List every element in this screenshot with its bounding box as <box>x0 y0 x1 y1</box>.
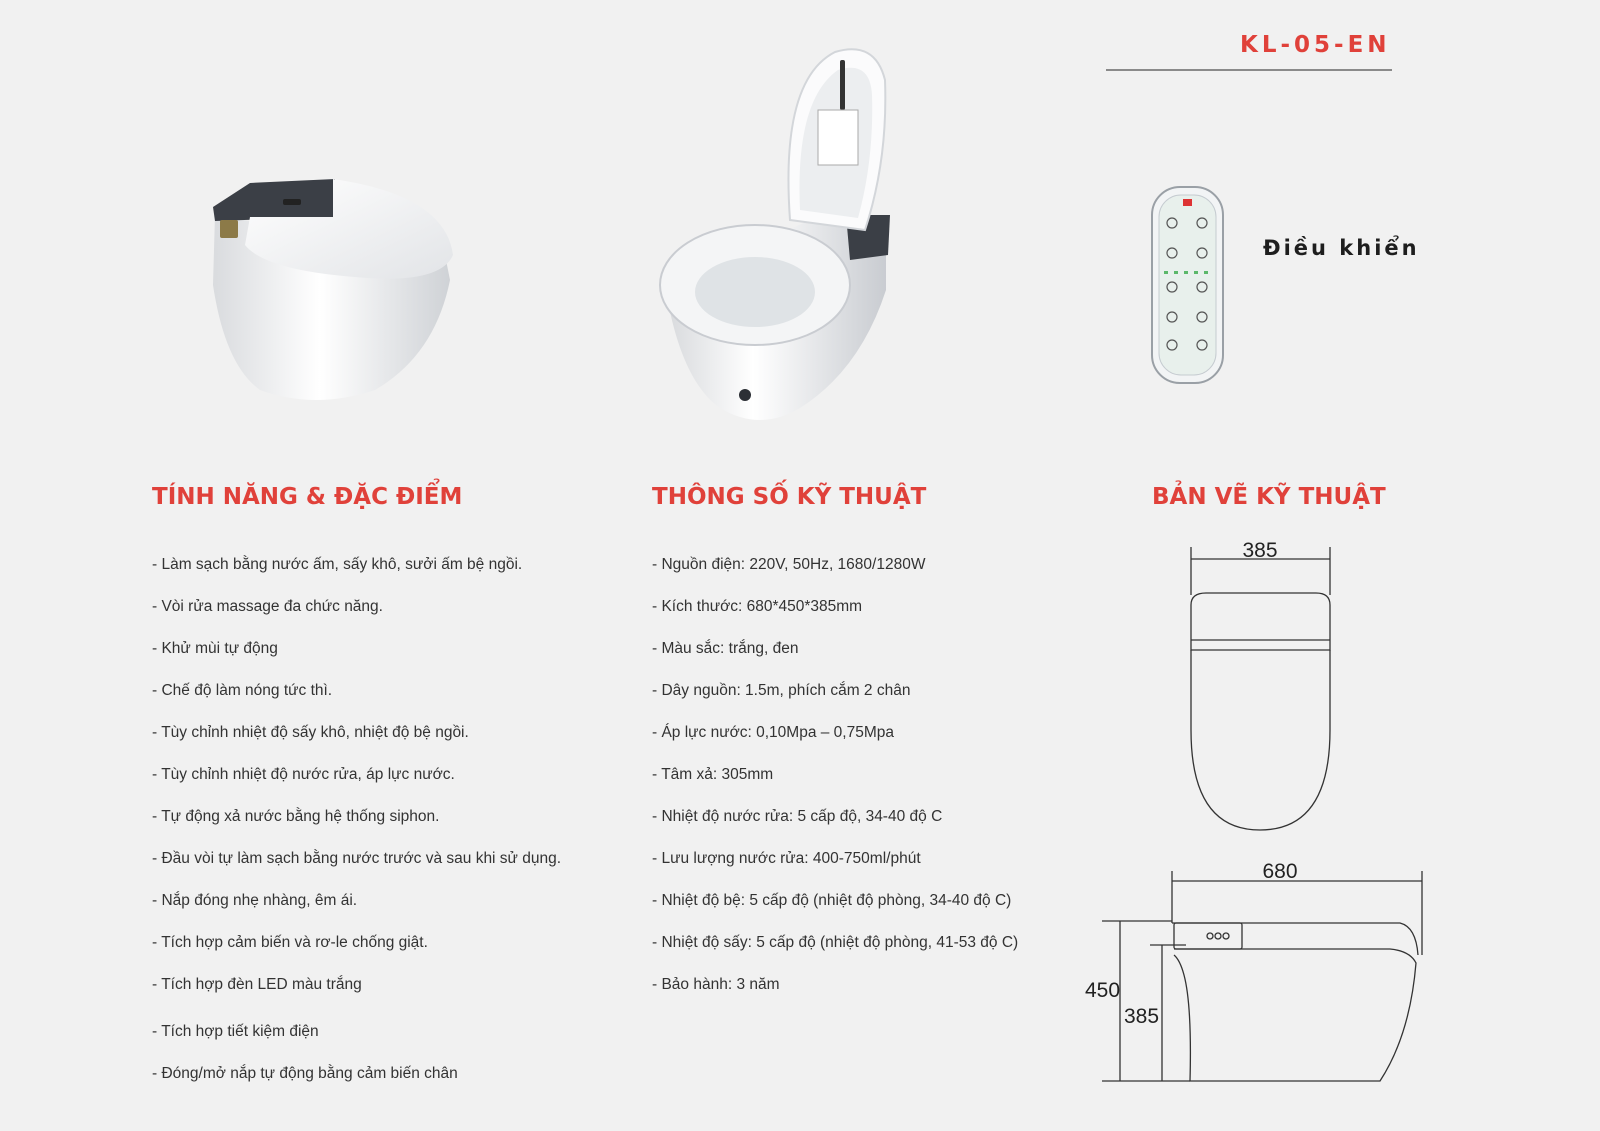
technical-drawing <box>1085 535 1430 1095</box>
feature-item: - Vòi rửa massage đa chức năng. <box>152 598 383 615</box>
spec-item: - Kích thước: 680*450*385mm <box>652 598 863 615</box>
side-length-label: 680 <box>1262 860 1298 883</box>
toilet-open-image <box>660 40 920 430</box>
side-bowl-height-label: 385 <box>1124 1005 1160 1028</box>
spec-item: - Tâm xả: 305mm <box>652 766 774 783</box>
spec-item: - Nguồn điện: 220V, 50Hz, 1680/1280W <box>652 556 926 573</box>
feature-item: - Đóng/mở nắp tự động bằng cảm biến chân <box>152 1065 458 1082</box>
spec-item: - Màu sắc: trắng, đen <box>652 640 799 657</box>
feature-item: - Tự động xả nước bằng hệ thống siphon. <box>152 808 440 825</box>
toilet-closed-image <box>205 175 465 415</box>
feature-item: - Tích hợp tiết kiệm điện <box>152 1023 319 1040</box>
side-view <box>1102 871 1422 1081</box>
feature-item: - Chế độ làm nóng tức thì. <box>152 682 333 699</box>
drawing-title: BẢN VẼ KỸ THUẬT <box>1152 484 1386 510</box>
feature-item: - Khử mùi tự động <box>152 640 278 657</box>
feature-item: - Tích hợp cảm biến và rơ-le chống giật. <box>152 934 428 951</box>
remote-control-image <box>1150 185 1225 385</box>
specs-title: THÔNG SỐ KỸ THUẬT <box>652 484 927 510</box>
top-width-label: 385 <box>1242 539 1278 562</box>
spec-item: - Lưu lượng nước rửa: 400-750ml/phút <box>652 850 921 867</box>
spec-item: - Nhiệt độ nước rửa: 5 cấp độ, 34-40 độ C <box>652 808 943 825</box>
feature-item: - Tích hợp đèn LED màu trắng <box>152 976 362 993</box>
spec-item: - Nhiệt độ sấy: 5 cấp độ (nhiệt độ phòng, 41-53 độ C) <box>652 934 1019 951</box>
model-code: KL-05-EN <box>1240 32 1391 58</box>
feature-item: - Tùy chỉnh nhiệt độ sấy khô, nhiệt độ bệ ngồi. <box>152 724 469 741</box>
feature-item: - Đầu vòi tự làm sạch bằng nước trước và sau khi sử dụng. <box>152 850 562 867</box>
feature-item: - Nắp đóng nhẹ nhàng, êm ái. <box>152 892 358 909</box>
header-divider <box>1106 69 1392 71</box>
features-title: TÍNH NĂNG & ĐẶC ĐIỂM <box>152 484 463 510</box>
spec-item: - Dây nguồn: 1.5m, phích cắm 2 chân <box>652 682 911 699</box>
top-view <box>1191 547 1330 830</box>
spec-item: - Bảo hành: 3 năm <box>652 976 780 993</box>
side-height-label: 450 <box>1085 979 1121 1002</box>
feature-item: - Làm sạch bằng nước ấm, sấy khô, sưởi ấm bệ ngồi. <box>152 556 523 573</box>
spec-item: - Nhiệt độ bệ: 5 cấp độ (nhiệt độ phòng, 34-40 độ C) <box>652 892 1012 909</box>
remote-label: Điều khiển <box>1263 236 1420 260</box>
feature-item: - Tùy chỉnh nhiệt độ nước rửa, áp lực nước. <box>152 766 455 783</box>
spec-item: - Áp lực nước: 0,10Mpa – 0,75Mpa <box>652 724 895 741</box>
